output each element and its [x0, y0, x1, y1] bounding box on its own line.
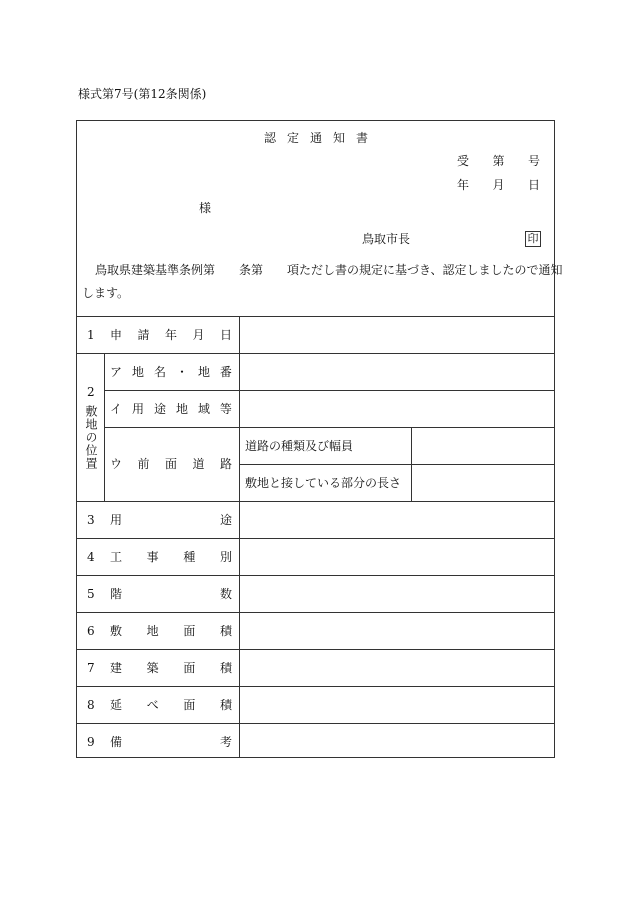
sub-label-frontage-length: 敷地と接している部分の長さ — [245, 476, 402, 490]
row-number: 3 — [87, 513, 95, 527]
addressee-suffix: 様 — [199, 201, 212, 215]
label-char: 別 — [219, 550, 232, 564]
label-char: 月 — [192, 328, 205, 342]
label-char: 名 — [153, 365, 166, 379]
label-char: 書 — [355, 131, 368, 145]
label-char: ・ — [175, 365, 188, 379]
row-number: 9 — [87, 735, 95, 749]
label-char: 途 — [153, 402, 166, 416]
form-number-label: 様式第7号(第12条関係) — [78, 87, 207, 101]
label-char: 地 — [197, 365, 210, 379]
label-char: 知 — [332, 131, 345, 145]
label-char: 地 — [146, 624, 159, 638]
label-char: 通 — [309, 131, 322, 145]
label-char: 積 — [219, 624, 232, 638]
form-title — [264, 131, 368, 145]
label-char: 事 — [146, 550, 159, 564]
row-label-site-area — [110, 624, 232, 638]
label-char: 請 — [137, 328, 150, 342]
table-line — [104, 390, 555, 391]
row-number: 1 — [87, 328, 95, 342]
row-label-zoning — [110, 402, 232, 416]
label-char: 年 — [457, 178, 470, 192]
label-char: ウ — [110, 457, 123, 471]
label-char: 面 — [183, 661, 196, 675]
label-char: 積 — [219, 661, 232, 675]
row-label-remarks — [110, 735, 232, 749]
table-line — [76, 501, 555, 502]
label-char: 築 — [146, 661, 159, 675]
table-line — [76, 686, 555, 687]
label-char: 考 — [219, 735, 232, 749]
label-char: 認 — [264, 131, 277, 145]
notice-body-line-2: します。 — [82, 286, 130, 300]
row-label-total-floor-area — [110, 698, 232, 712]
label-char: 面 — [183, 698, 196, 712]
label-char: 地 — [131, 365, 144, 379]
label-char: 申 — [110, 328, 123, 342]
sub-label-road-type-width: 道路の種類及び幅員 — [245, 439, 354, 453]
row-label-lot-address — [110, 365, 232, 379]
label-char: 第 — [492, 154, 505, 168]
row-number: 5 — [87, 587, 95, 601]
label-char: 建 — [110, 661, 123, 675]
label-char: 日 — [527, 178, 540, 192]
issuer-name: 鳥取市長 — [362, 232, 411, 246]
label-char: 数 — [219, 587, 232, 601]
row-label-frontal-road — [110, 457, 232, 471]
label-char: 前 — [137, 457, 150, 471]
label-char: 用 — [131, 402, 144, 416]
row-number: 6 — [87, 624, 95, 638]
seal-mark: 印 — [525, 231, 541, 247]
label-char: 敷 — [110, 624, 123, 638]
table-line — [104, 353, 105, 501]
label-char: 域 — [197, 402, 210, 416]
row-label-application-date — [110, 328, 232, 342]
table-line — [104, 427, 555, 428]
label-char: 面 — [164, 457, 177, 471]
row-label-site-location: 敷地の位置 — [84, 405, 98, 470]
date-line — [457, 178, 540, 192]
table-line — [76, 612, 555, 613]
label-char: 等 — [219, 402, 232, 416]
table-line — [76, 538, 555, 539]
receipt-number-line — [457, 154, 540, 168]
row-number: 4 — [87, 550, 95, 564]
label-char: 受 — [457, 154, 470, 168]
row-number: 8 — [87, 698, 95, 712]
label-char: 階 — [110, 587, 123, 601]
row-label-building-area — [110, 661, 232, 675]
label-char: 延 — [110, 698, 123, 712]
label-char: べ — [146, 698, 159, 712]
table-line — [76, 316, 555, 317]
label-char: 年 — [164, 328, 177, 342]
row-label-work-type — [110, 550, 232, 564]
label-char: 種 — [183, 550, 196, 564]
table-line — [411, 427, 412, 501]
table-line — [76, 575, 555, 576]
row-number: 7 — [87, 661, 95, 675]
row-label-use — [110, 513, 232, 527]
label-char: 地 — [175, 402, 188, 416]
table-line — [239, 464, 555, 465]
label-char: 工 — [110, 550, 123, 564]
table-line — [76, 723, 555, 724]
table-line — [76, 353, 555, 354]
label-char: 積 — [219, 698, 232, 712]
table-line — [76, 649, 555, 650]
label-char: 備 — [110, 735, 123, 749]
label-char: 番 — [219, 365, 232, 379]
row-number: 2 — [87, 385, 95, 399]
label-char: 定 — [286, 131, 299, 145]
table-line — [239, 316, 240, 757]
label-char: 日 — [219, 328, 232, 342]
notice-body-line-1: 鳥取県建築基準条例第 条第 項ただし書の規定に基づき、認定しましたので通知 — [95, 263, 563, 277]
label-char: 用 — [110, 513, 123, 527]
label-char: ア — [110, 365, 123, 379]
row-label-floors — [110, 587, 232, 601]
label-char: イ — [110, 402, 123, 416]
label-char: 路 — [219, 457, 232, 471]
label-char: 道 — [192, 457, 205, 471]
label-char: 面 — [183, 624, 196, 638]
label-char: 月 — [492, 178, 505, 192]
label-char: 途 — [219, 513, 232, 527]
label-char: 号 — [527, 154, 540, 168]
